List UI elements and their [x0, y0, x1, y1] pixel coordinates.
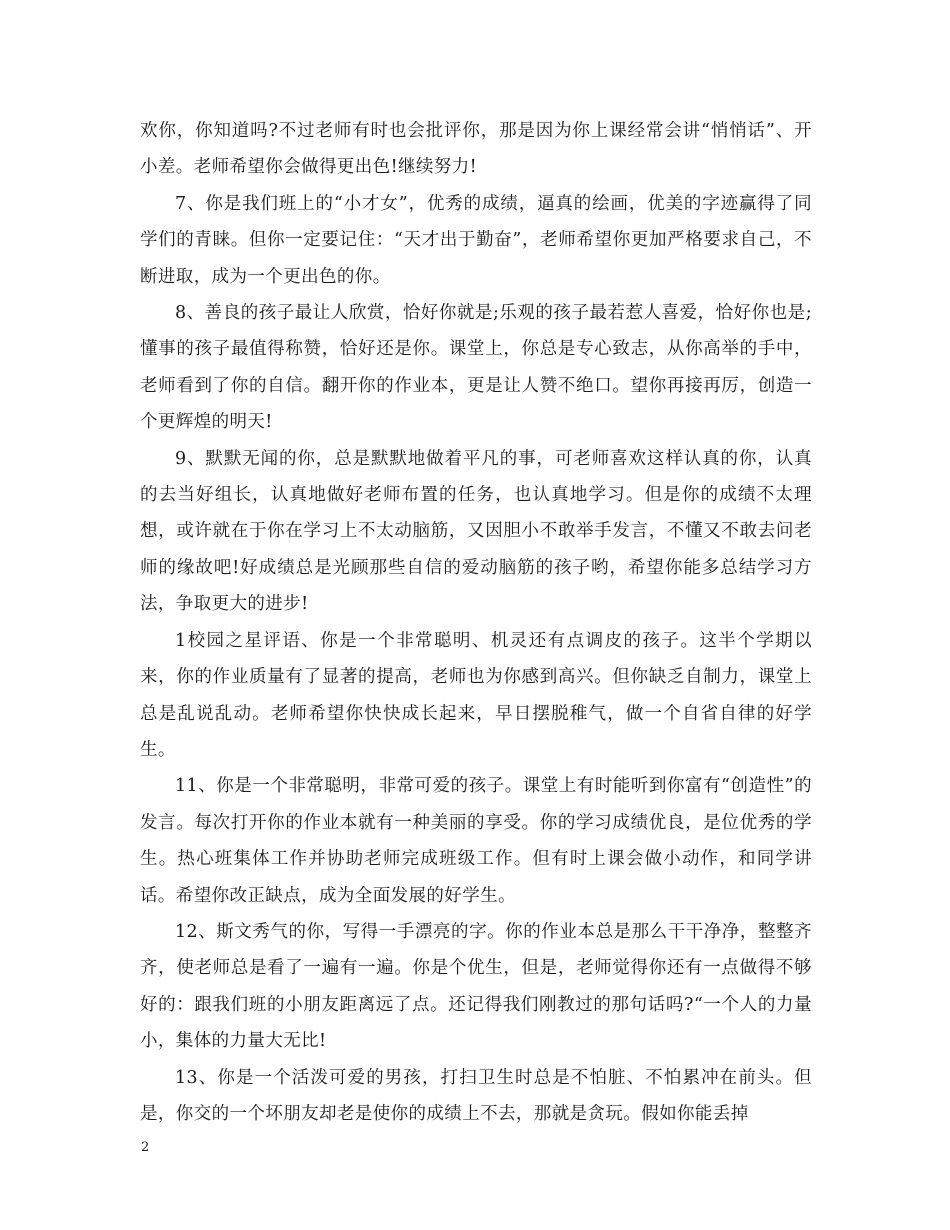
paragraph-8: 8、善良的孩子最让人欣赏，恰好你就是;乐观的孩子最若惹人喜爱，恰好你也是;懂事的孩子最值得称赞，恰好还是你。课堂上，你总是专心致志，从你高举的手中，老师看到了你的自信。翻开你的作业本，更是让人赞不绝口。望你再接再厉，创造一个更辉煌的明天!: [140, 303, 812, 433]
document-body: [140, 113, 812, 1132]
page-number: 2: [141, 1140, 150, 1155]
paragraph-continued: 欢你，你知道吗?不过老师有时也会批评你，那是因为你上课经常会讲“悄悄话”、开小差。老师希望你会做得更出色!继续努力!: [140, 121, 812, 178]
paragraph-11: 11、你是一个非常聪明，非常可爱的孩子。课堂上有时能听到你富有“创造性”的发言。每次打开你的作业本就有一种美丽的享受。你的学习成绩优良，是位优秀的学生。热心班集体工作并协助老师完成班级工作。但有时上课会做小动作，和同学讲话。希望你改正缺点，成为全面发展的好学生。: [140, 776, 812, 906]
paragraph-campus-star: 1校园之星评语、你是一个非常聪明、机灵还有点调皮的孩子。这半个学期以来，你的作业质量有了显著的提高，老师也为你感到高兴。但你缺乏自制力，课堂上总是乱说乱动。老师希望你快快成长起来，早日摆脱稚气，做一个自省自律的好学生。: [140, 630, 812, 760]
paragraph-12: 12、斯文秀气的你，写得一手漂亮的字。你的作业本总是那么干干净净，整整齐齐，使老师总是看了一遍有一遍。你是个优生，但是，老师觉得你还有一点做得不够好的：跟我们班的小朋友距离远了点。还记得我们刚教过的那句话吗?“一个人的力量小，集体的力量大无比!: [140, 921, 812, 1052]
paragraph-7: 7、你是我们班上的“小才女”，优秀的成绩，逼真的绘画，优美的字迹赢得了同学们的青睐。但你一定要记住：“天才出于勤奋”，老师希望你更加严格要求自己，不断进取，成为一个更出色的你。: [140, 193, 812, 287]
paragraph-9: 9、默默无闻的你，总是默默地做着平凡的事，可老师喜欢这样认真的你，认真的去当好组长，认真地做好老师布置的任务，也认真地学习。但是你的成绩不太理想，或许就在于你在学习上不太动脑筋，又因胆小不敢举手发言，不懂又不敢去问老师的缘故吧!好成绩总是光顾那些自信的爱动脑筋的孩子哟，希望你能多总结学习方法，争取更大的进步!: [140, 448, 812, 615]
paragraph-13: 13、你是一个活泼可爱的男孩，打扫卫生时总是不怕脏、不怕累冲在前头。但是，你交的一个坏朋友却老是使你的成绩上不去，那就是贪玩。假如你能丢掉: [140, 1067, 812, 1124]
